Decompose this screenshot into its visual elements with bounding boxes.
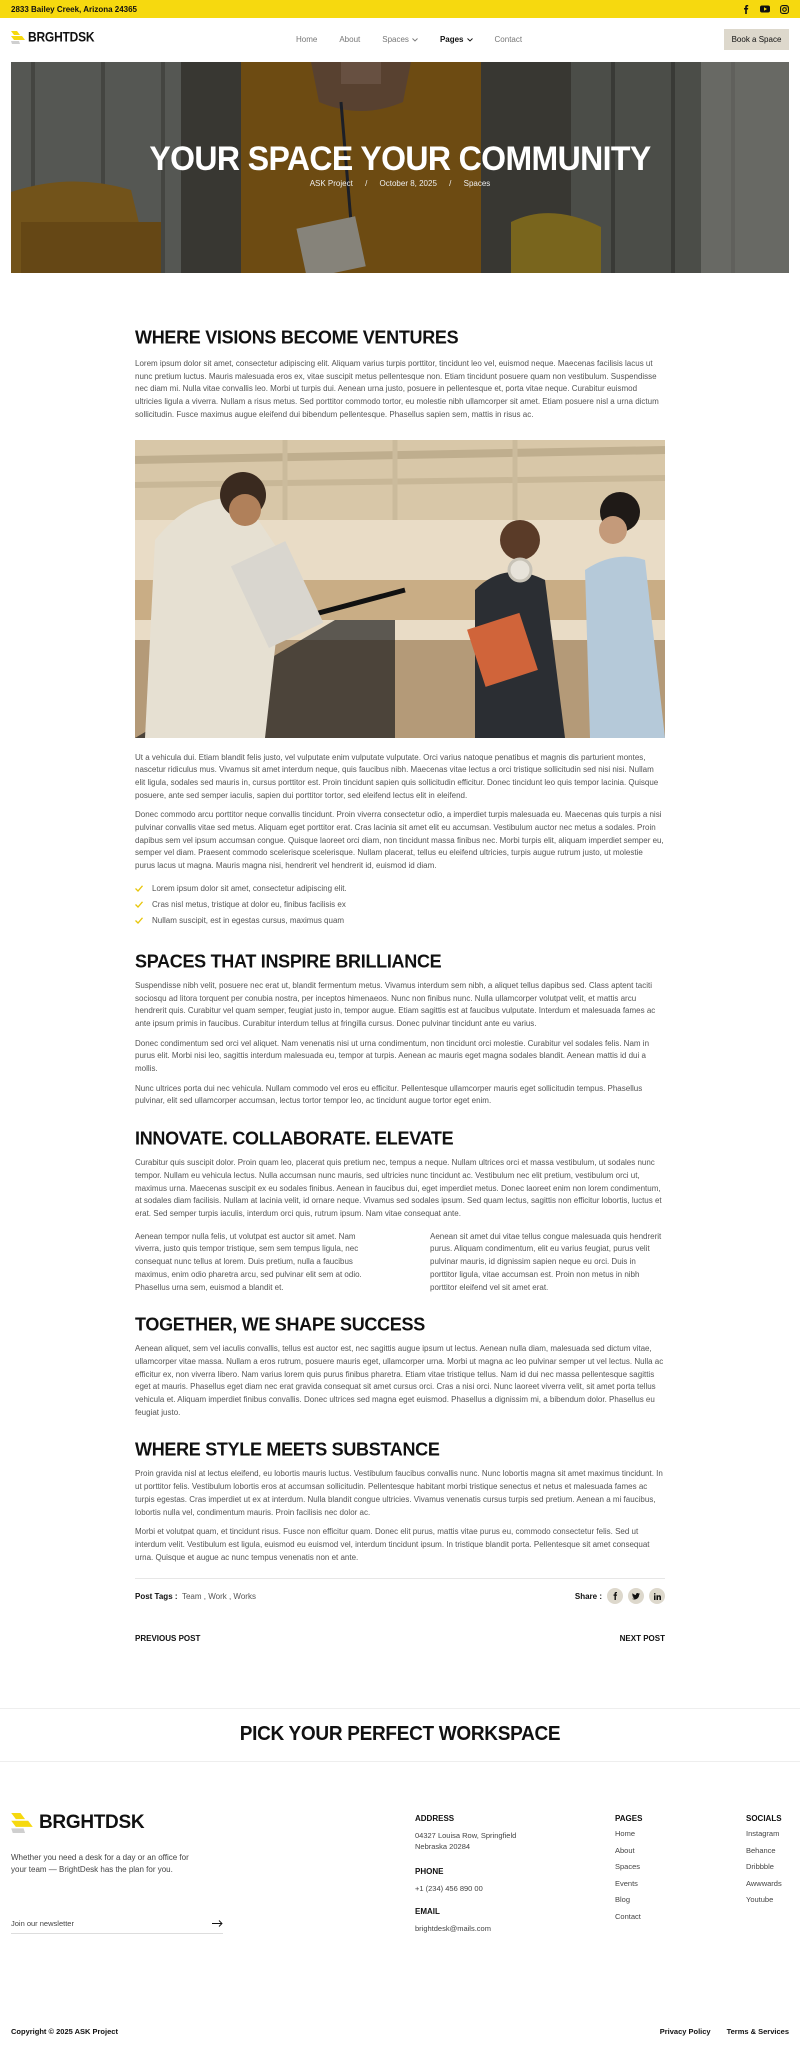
nav-about-label: About bbox=[339, 35, 361, 44]
logo-text: BRGHTDSK bbox=[28, 28, 95, 46]
chevron-down-icon bbox=[412, 38, 418, 42]
nav-pages-label: Pages bbox=[439, 35, 464, 44]
cta-band-title: PICK YOUR PERFECT WORKSPACE bbox=[239, 1723, 561, 1746]
footer-link-home[interactable]: Home bbox=[615, 1829, 636, 1838]
footer-contact bbox=[415, 1814, 535, 1934]
paragraph: Curabitur quis suscipit dolor. Proin quam leo, placerat quis pretium nec, tempus a neque. Nullam ultrices orci et massa vestibulum, ut sodales nunc tempor. Nullam eu vehicula lectus. Nulla accumsan nunc mauris, sed ultricies nunc tincidunt ac. Vestibulum nec elit pretium, vestibulum orci ut, maximus urna. Maecenas suscipit ex eu sodales finibus. Aenean in faucibus dui, eget imperdiet metus. Donec laoreet enim non lorem condimentum, at sodales diam facilisis. Nullam at lacinia velit, id ornare neque. Vivamus sed sodales ipsum. Sed quam lectus, sagittis non efficitur lobortis, luctus et erat. Sed semper turpis iaculis, interdum orci quis, rutrum ipsum. Nam vitae consequat ante. bbox=[135, 1158, 662, 1218]
footer-pages bbox=[615, 1814, 695, 1928]
list-item bbox=[135, 897, 665, 913]
share-label: Share : bbox=[574, 1591, 602, 1601]
footer-tagline: Whether you need a desk for a day or an office for your team — BrightDesk has the plan for you. bbox=[11, 1853, 189, 1874]
previous-post-link[interactable]: PREVIOUS POST bbox=[135, 1634, 201, 1644]
footer-heading: SOCIALS bbox=[746, 1814, 782, 1823]
footer-socials bbox=[746, 1814, 796, 1912]
site-header bbox=[0, 18, 800, 62]
paragraph: Donec commodo arcu porttitor neque convallis tincidunt. Proin viverra consectetur odio, a imperdiet turpis malesuada eu. Maecenas quis turpis a nisi pulvinar convallis vitae sed metus. Aliquam eget porttitor erat. Cras lacinia sit amet elit eu accumsan. Vestibulum auctor nec metus a sodales. Proin dapibus sem vel ipsum accumsan congue. Quisque laoreet orci diam, non tincidunt massa finibus nec. Morbi turpis elit, aliquam imperdiet semper eu, semper vel diam. Praesent commodo scelerisque scelerisque. Nullam placerat, tellus eu eleifend ultricies, turpis augue rutrum justo, ut molestie purus lacus ut magna. Mauris magna nisi, hendrerit vel hendrerit id, euismod id diam. bbox=[135, 810, 664, 871]
nav-contact[interactable] bbox=[495, 35, 523, 44]
main-nav bbox=[296, 35, 522, 44]
divider bbox=[135, 1578, 665, 1579]
nav-pages[interactable] bbox=[440, 35, 473, 44]
logo-mark-icon bbox=[11, 31, 25, 44]
footer-bottom-bar bbox=[11, 2027, 789, 2036]
footer-legal-links bbox=[660, 2027, 789, 2036]
footer-email[interactable]: brightdesk@mails.com bbox=[415, 1924, 491, 1933]
meta-separator: / bbox=[449, 179, 452, 188]
paragraph: Lorem ipsum dolor sit amet, consectetur adipiscing elit. Aliquam varius turpis porttitor, tincidunt leo vel, euismod neque. Maecenas facilisis lacus ut nunc pretium luctus. Mauris malesuada eros ex, vitae suscipit metus pellentesque non. Etiam tincidunt posuere quam non vestibulum. Suspendisse nec diam mi. Nulla vitae convallis leo. Morbi ut turpis dui. Aenean urna justo, posuere in pellentesque et, porta vitae neque. Curabitur euismod ultricies ligula a viverra. Nullam a risus metus. Sed porttitor commodo tortor, eu molestie nibh ullamcorper sit amet. Etiam posuere nisl a urna dictum sollicitudin. Fusce maximus augue eleifend dui bibendum pellentesque. Phasellus sapien sem, mattis in risus ac. bbox=[135, 359, 659, 419]
check-list bbox=[135, 881, 665, 929]
section-heading: TOGETHER, WE SHAPE SUCCESS bbox=[135, 1313, 425, 1335]
post-author[interactable]: ASK Project bbox=[309, 179, 353, 188]
top-socials bbox=[741, 4, 789, 14]
footer-social-youtube[interactable]: Youtube bbox=[746, 1895, 774, 1904]
column-left: Aenean tempor nulla felis, ut volutpat est auctor sit amet. Nam viverra, justo quis tempor tristique, sem sem tempus ligula, nec consequat nunc tellus at lorem. Duis pretium, nulla a faucibus maximus, enim odio pharetra arcu, sed pulvinar elit sem at odio. Phasellus urna sem, euismod a blandit et. bbox=[135, 1231, 362, 1292]
footer-logo[interactable] bbox=[11, 1812, 144, 1834]
next-post-link[interactable]: NEXT POST bbox=[619, 1634, 665, 1644]
footer-heading: EMAIL bbox=[415, 1907, 440, 1916]
nav-home[interactable] bbox=[296, 35, 317, 44]
list-item-text: Cras nisl metus, tristique at dolor eu, finibus facilisis ex bbox=[152, 900, 346, 910]
share-twitter-icon[interactable] bbox=[628, 1588, 644, 1604]
footer-social-behance[interactable]: Behance bbox=[746, 1845, 776, 1855]
footer-heading: PAGES bbox=[615, 1814, 643, 1823]
nav-contact-label: Contact bbox=[494, 35, 523, 44]
section-heading: SPACES THAT INSPIRE BRILLIANCE bbox=[135, 950, 442, 972]
cta-band bbox=[0, 1708, 800, 1762]
footer-heading: ADDRESS bbox=[415, 1814, 455, 1823]
list-item-text: Nullam suscipit, est in egestas cursus, maximus quam bbox=[152, 916, 345, 926]
tag-link[interactable]: Team bbox=[181, 1591, 202, 1601]
instagram-icon[interactable] bbox=[779, 4, 789, 14]
footer-social-dribbble[interactable]: Dribbble bbox=[746, 1862, 774, 1871]
section-heading: INNOVATE. COLLABORATE. ELEVATE bbox=[135, 1127, 454, 1149]
section-heading: WHERE STYLE MEETS SUBSTANCE bbox=[135, 1438, 440, 1460]
top-address: 2833 Bailey Creek, Arizona 24365 bbox=[11, 4, 138, 14]
footer-social-awwwards[interactable]: Awwwards bbox=[746, 1878, 782, 1888]
arrow-right-icon[interactable] bbox=[212, 1920, 223, 1927]
hero-meta bbox=[11, 179, 789, 188]
tags-label: Post Tags : bbox=[135, 1591, 178, 1601]
paragraph: Morbi et volutpat quam, et tincidunt risus. Fusce non efficitur quam. Donec elit purus, mattis vitae purus eu, commodo consectetur felis. Sed ut interdum velit. Vestibulum est ligula, euismod eu euismod vel, interdum tincidunt ipsum. In tristique blandit porta. Pellentesque sit amet consequat urna. Quisque et augue ac nunc tempus venenatis non et ante. bbox=[135, 1527, 650, 1562]
footer-phone[interactable]: +1 (234) 456 890 00 bbox=[415, 1884, 483, 1893]
post-date: October 8, 2025 bbox=[379, 179, 437, 188]
newsletter-input[interactable]: Join our newsletter bbox=[11, 1919, 74, 1928]
footer-link-events[interactable]: Events bbox=[615, 1878, 638, 1888]
column-right: Aenean sit amet dui vitae tellus congue malesuada quis hendrerit purus. Aliquam condimentum, elit eu varius feugiat, purus velit pulvinar mauris, id dignissim sapien neque eu orci. Duis in porttitor ligula, vitae accumsan est. Proin non metus in nibh porttitor eleifend vel sit amet erat. bbox=[430, 1231, 662, 1292]
terms-link[interactable]: Terms & Services bbox=[726, 2027, 789, 2036]
article-photo bbox=[135, 440, 665, 738]
share-buttons bbox=[575, 1588, 665, 1604]
chevron-down-icon bbox=[467, 38, 473, 42]
facebook-icon[interactable] bbox=[741, 4, 751, 14]
footer-link-blog[interactable]: Blog bbox=[615, 1895, 631, 1904]
paragraph: Donec condimentum sed orci vel aliquet. Nam venenatis nisi ut urna condimentum, non tincidunt orci molestie. Curabitur vel sodales felis. Nam in purus elit. Morbi nisi leo, sagittis interdum malesuada eu, tempor at turpis. Aenean ac mauris eget magna sodales blandit. Aenean mattis id dui a mollis. bbox=[135, 1038, 650, 1074]
tag-link[interactable]: Work bbox=[208, 1591, 227, 1601]
post-navigation bbox=[135, 1634, 665, 1643]
paragraph: Suspendisse nibh velit, posuere nec erat ut, blandit fermentum metus. Vivamus interdum sem nibh, a aliquet tellus dapibus sed. Class aptent taciti sociosqu ad litora torquent per conubia nostra, per inceptos himenaeos. Nunc non finibus nunc. Nulla ullamcorper volutpat velit, et mattis arcu hendrerit quis. Curabitur vel quam semper, feugiat justo in, tempor augue. Etiam sagittis est at faucibus vulputate. Interdum et malesuada fames ac ante ipsum primis in faucibus. Curabitur interdum tellus at fringilla cursus. Donec pulvinar tincidunt ante eu varius. bbox=[135, 980, 656, 1028]
footer-link-contact[interactable]: Contact bbox=[615, 1911, 641, 1921]
nav-home-label: Home bbox=[296, 35, 318, 44]
article-body bbox=[135, 320, 665, 1643]
tag-separator: , bbox=[201, 1591, 209, 1601]
top-bar bbox=[0, 0, 800, 18]
paragraph: Nunc ultrices porta dui nec vehicula. Nullam commodo vel eros eu efficitur. Pellentesque ullamcorper mauris eget sollicitudin tempus. Phasellus pulvinar, elit sed ullamcorper accumsan, lectus tortor tempor leo, ac tincidunt augue tortor eget enim. bbox=[135, 1083, 643, 1106]
footer-brand: BRGHTDSK bbox=[39, 1812, 145, 1833]
list-item bbox=[135, 913, 665, 929]
paragraph: Proin gravida nisl at lectus eleifend, eu lobortis mauris luctus. Vestibulum faucibus convallis nunc. Nunc lobortis magna sit amet maximus tincidunt. In ut porttitor felis. Vestibulum lobortis eros at accumsan sollicitudin. Pellentesque habitant morbi tristique senectus et netus et malesuada fames ac turpis egestas. Cras imperdiet ut ex at interdum. Nulla blandit congue ultricies. Vivamus venenatis cursus turpis sed pretium. Aenean a mi faucibus, lobortis nulla vel, condimentum mauris. Proin facilisis nec dolor ac. bbox=[135, 1469, 663, 1517]
post-tags-row bbox=[135, 1588, 665, 1604]
site-footer bbox=[0, 1762, 800, 2051]
share-linkedin-icon[interactable] bbox=[649, 1588, 665, 1604]
privacy-policy-link[interactable]: Privacy Policy bbox=[659, 2027, 711, 2036]
hero-title: YOUR SPACE YOUR COMMUNITY bbox=[149, 138, 651, 178]
newsletter-form[interactable] bbox=[11, 1914, 223, 1934]
list-item bbox=[135, 881, 665, 897]
section-heading: WHERE VISIONS BECOME VENTURES bbox=[135, 326, 459, 348]
check-icon bbox=[135, 917, 143, 924]
logo-mark-icon bbox=[11, 1813, 33, 1833]
tag-link[interactable]: Works bbox=[233, 1591, 256, 1601]
nav-about[interactable] bbox=[339, 35, 360, 44]
footer-link-about[interactable]: About bbox=[615, 1845, 635, 1855]
paragraph: Ut a vehicula dui. Etiam blandit felis justo, vel vulputate enim vulputate vulputate. Orci varius natoque penatibus et magnis dis parturient montes, nascetur ridiculus mus. Vivamus sit amet interdum neque, quis faucibus nibh. Maecenas vitae lectus a orci tristique sollicitudin sed nisi nisi. Nullam elit ligula, sodales sed mauris in, cursus porttitor est. Proin tincidunt sapien quis sollicitudin efficitur. Donec tincidunt leo quis tempor lacinia. Quisque posuere, ante sed semper iaculis, sapien dui porttitor tortor, sed eleifend lectus elit in eleifend. bbox=[135, 752, 659, 800]
footer-social-instagram[interactable]: Instagram bbox=[746, 1829, 780, 1838]
footer-address: 04327 Louisa Row, Springfield Nebraska 20284 bbox=[415, 1831, 517, 1851]
post-tags bbox=[135, 1592, 256, 1601]
nav-spaces[interactable] bbox=[382, 35, 418, 44]
list-item-text: Lorem ipsum dolor sit amet, consectetur adipiscing elit. bbox=[152, 884, 347, 894]
copyright: Copyright © 2025 ASK Project bbox=[11, 2027, 118, 2036]
site-logo[interactable] bbox=[11, 30, 94, 44]
share-facebook-icon[interactable] bbox=[607, 1588, 623, 1604]
footer-heading: PHONE bbox=[415, 1867, 444, 1876]
check-icon bbox=[135, 901, 143, 908]
post-category[interactable]: Spaces bbox=[463, 179, 491, 188]
meta-separator: / bbox=[365, 179, 368, 188]
youtube-icon[interactable] bbox=[760, 4, 770, 14]
tag-separator: , bbox=[226, 1591, 234, 1601]
hero-banner bbox=[11, 62, 789, 273]
book-space-button[interactable]: Book a Space bbox=[724, 29, 789, 50]
footer-link-spaces[interactable]: Spaces bbox=[615, 1862, 641, 1871]
nav-spaces-label: Spaces bbox=[382, 35, 409, 44]
paragraph: Aenean aliquet, sem vel iaculis convallis, tellus est auctor est, nec sagittis augue ipsum ut lectus. Aenean nulla diam, malesuada sed dictum vitae, ullamcorper vitae massa. Nullam a eros rutrum, posuere mauris eget, ullamcorper urna. Morbi ut magna ac leo pulvinar semper ut vel lectus. Nulla ac efficitur ex, non viverra libero. Nam varius lorem quis purus finibus pharetra. Etiam vitae tristique tellus. Nam id dui nec massa pellentesque sagittis eget at mauris. Phasellus eget diam nec erat gravida consequat sit amet cursus orci. Cras a nisi orci. Nunc laoreet viverra velit, sit amet porta tellus vehicula et. Aliquam imperdiet finibus convallis. Donec ultrices sed magna eget euismod. Phasellus a dignissim mi, a bibendum dolor. Phasellus eu feugiat justo. bbox=[135, 1344, 664, 1417]
two-column-text bbox=[135, 1231, 665, 1295]
check-icon bbox=[135, 885, 143, 892]
